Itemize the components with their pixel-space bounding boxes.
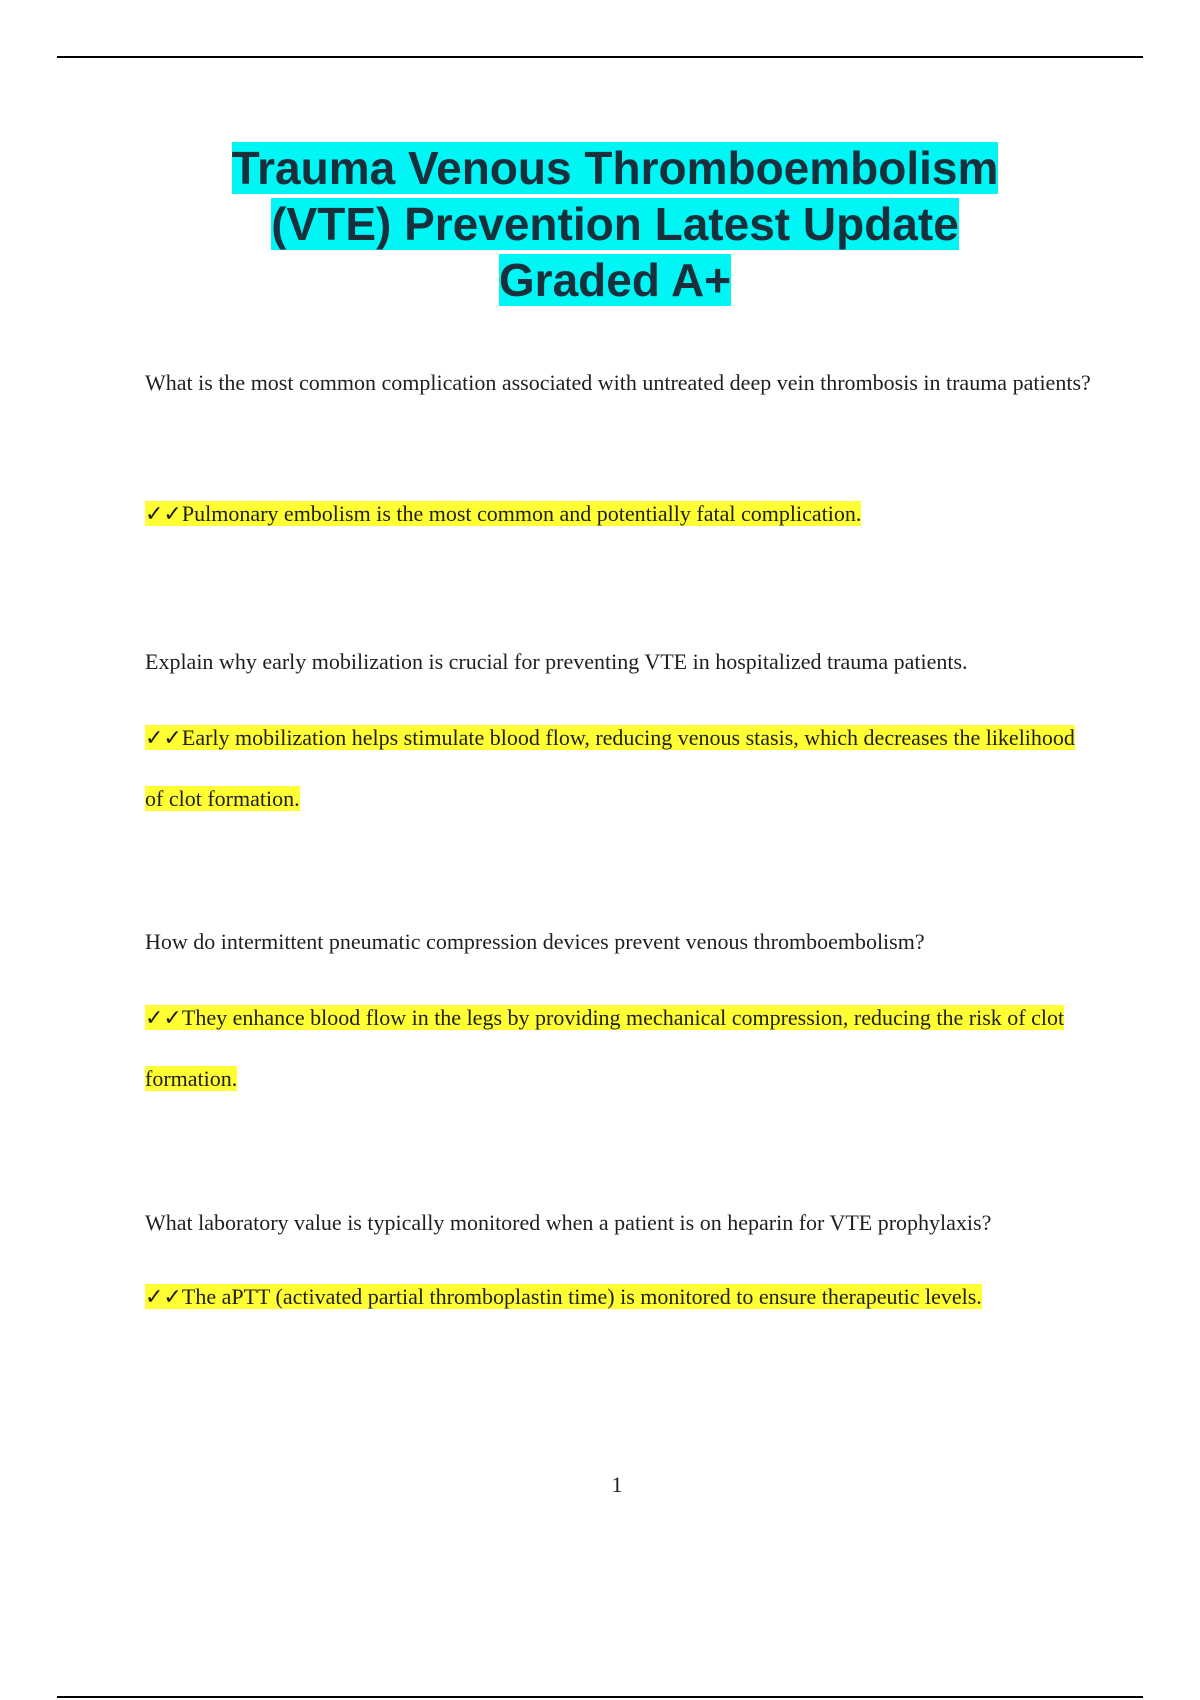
check-mark-icon: ✓✓ — [145, 726, 182, 751]
question-3: How do intermittent pneumatic compression devices prevent venous thromboembolism? — [145, 929, 925, 954]
question-2: Explain why early mobilization is crucial for preventing VTE in hospitalized trauma patients. — [145, 649, 968, 674]
page-number: 1 — [611, 1472, 623, 1497]
answer-3 — [145, 988, 1095, 1109]
question-1: What is the most common complication associated with untreated deep vein thrombosis in trauma patients? — [145, 370, 1091, 395]
document-title — [140, 140, 1090, 308]
answer-2 — [145, 708, 1095, 829]
check-mark-icon: ✓✓ — [145, 502, 182, 527]
question-4: What laboratory value is typically monitored when a patient is on heparin for VTE prophylaxis? — [145, 1210, 992, 1235]
bottom-rule — [57, 1696, 1143, 1698]
answer-4 — [145, 1267, 1095, 1328]
answer-4-highlight — [145, 1284, 982, 1309]
answer-2-text: Early mobilization helps stimulate blood flow, reducing venous stasis, which decreases the likelihood of clot formation. — [145, 725, 1075, 811]
answer-1 — [145, 484, 1095, 545]
answer-1-text: Pulmonary embolism is the most common and potentially fatal complication. — [181, 501, 862, 526]
answer-2-highlight — [145, 725, 1075, 811]
title-line-2: (VTE) Prevention Latest Update — [271, 198, 959, 250]
check-mark-icon: ✓✓ — [145, 1006, 182, 1031]
answer-3-text: They enhance blood flow in the legs by providing mechanical compression, reducing the risk of clot formation. — [145, 1005, 1065, 1091]
title-line-3: Graded A+ — [498, 254, 732, 306]
answer-3-highlight — [145, 1005, 1064, 1091]
answer-1-highlight — [145, 501, 861, 526]
title-line-1: Trauma Venous Thromboembolism — [231, 142, 999, 194]
answer-4-text: The aPTT (activated partial thromboplastin time) is monitored to ensure therapeutic levels. — [181, 1284, 982, 1309]
check-mark-icon: ✓✓ — [145, 1285, 182, 1310]
top-rule — [57, 56, 1143, 58]
